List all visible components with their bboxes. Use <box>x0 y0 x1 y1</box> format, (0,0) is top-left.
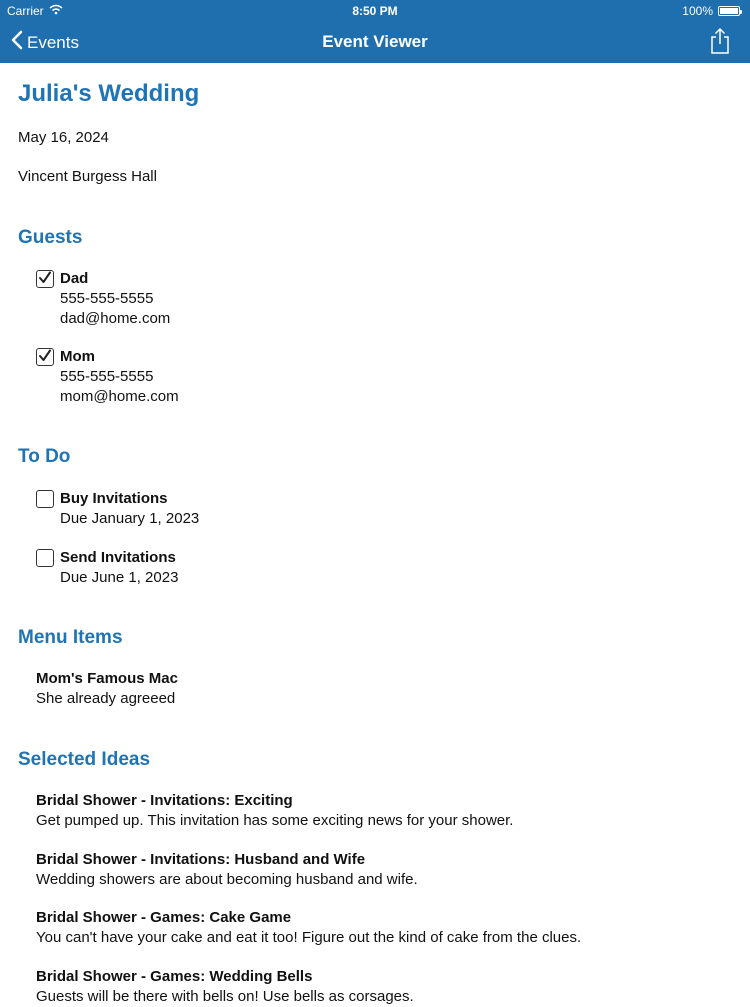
idea-description: You can't have your cake and eat it too! Figure out the kind of cake from the clues. <box>36 929 582 946</box>
section-title-menu: Menu Items <box>18 627 123 648</box>
carrier-label: Carrier <box>7 4 44 18</box>
event-title: Julia's Wedding <box>18 80 200 107</box>
guest-name: Mom <box>60 348 95 365</box>
status-time: 8:50 PM <box>352 4 398 18</box>
section-title-ideas: Selected Ideas <box>18 749 151 770</box>
guest-phone: 555-555-5555 <box>60 290 154 307</box>
idea-item <box>36 908 581 948</box>
idea-item <box>36 967 414 1007</box>
guest-item <box>36 269 170 329</box>
checkbox[interactable] <box>36 348 54 366</box>
event-date: May 16, 2024 <box>18 129 109 146</box>
todo-item <box>36 548 178 588</box>
guest-name: Dad <box>60 270 89 287</box>
battery-percent: 100% <box>682 4 713 18</box>
todo-title: Send Invitations <box>60 549 176 566</box>
checkbox[interactable] <box>36 549 54 567</box>
event-location: Vincent Burgess Hall <box>18 168 157 185</box>
share-button[interactable] <box>708 27 732 55</box>
page-title: Event Viewer <box>322 32 428 51</box>
todo-due: Due January 1, 2023 <box>60 510 200 527</box>
checkbox[interactable] <box>36 270 54 288</box>
checkbox[interactable] <box>36 490 54 508</box>
idea-title: Bridal Shower - Games: Wedding Bells <box>36 968 313 985</box>
back-button-label: Events <box>27 32 79 52</box>
todo-item <box>36 489 199 529</box>
battery-icon <box>718 6 740 16</box>
status-bar <box>0 0 750 22</box>
guest-item <box>36 347 179 407</box>
navigation-bar <box>0 22 750 63</box>
battery-indicator <box>682 0 740 22</box>
todo-due: Due June 1, 2023 <box>60 569 179 586</box>
idea-title: Bridal Shower - Games: Cake Game <box>36 909 292 926</box>
menu-item-title: Mom's Famous Mac <box>36 670 178 687</box>
section-title-guests: Guests <box>18 227 83 248</box>
idea-description: Wedding showers are about becoming husband and wife. <box>36 871 418 888</box>
guest-email: mom@home.com <box>60 388 179 405</box>
section-title-todo: To Do <box>18 446 71 467</box>
idea-title: Bridal Shower - Invitations: Exciting <box>36 792 293 809</box>
idea-description: Guests will be there with bells on! Use bells as corsages. <box>36 988 414 1005</box>
guest-email: dad@home.com <box>60 310 171 327</box>
idea-description: Get pumped up. This invitation has some exciting news for your shower. <box>36 812 514 829</box>
idea-item <box>36 791 513 831</box>
checkmark-icon <box>38 271 52 285</box>
todo-title: Buy Invitations <box>60 490 168 507</box>
idea-item <box>36 850 418 890</box>
guest-phone: 555-555-5555 <box>60 368 154 385</box>
share-icon <box>708 42 732 59</box>
menu-item-note: She already agreeed <box>36 690 176 707</box>
top-bar <box>0 0 750 63</box>
menu-item <box>36 669 178 709</box>
idea-title: Bridal Shower - Invitations: Husband and Wife <box>36 851 366 868</box>
checkmark-icon <box>38 349 52 363</box>
